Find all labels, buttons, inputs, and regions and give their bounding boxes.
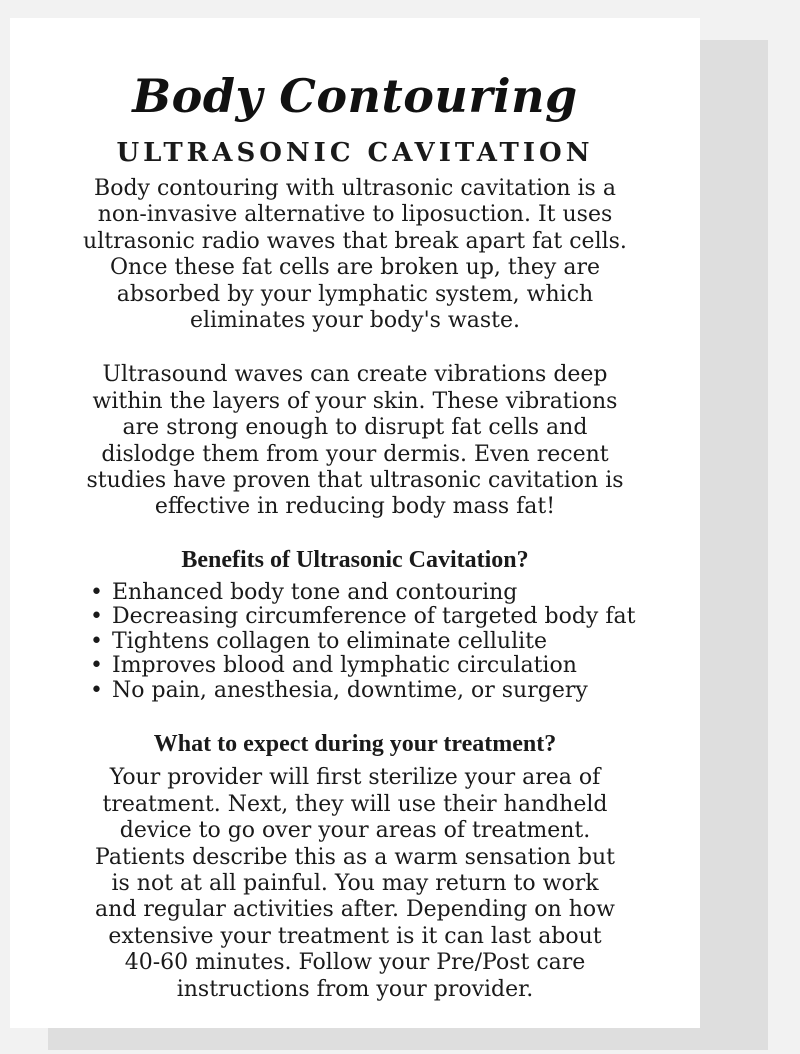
bullet-icon: • xyxy=(90,579,103,605)
list-item xyxy=(90,654,680,679)
subtitle: ULTRASONIC CAVITATION xyxy=(116,138,594,168)
benefit-text: Improves blood and lymphatic circulation xyxy=(112,653,577,679)
bullet-icon: • xyxy=(90,677,103,703)
intro-paragraph: Body contouring with ultrasonic cavitation is a non-invasive alternative to liposuction. It uses ultrasonic radio waves that break apart fat cells. Once these fat cells are broken up, they are absorbed by your lymphatic system, which eliminates your body's waste. xyxy=(83,176,627,334)
bullet-icon: • xyxy=(90,604,103,630)
benefit-text: Enhanced body tone and contouring xyxy=(112,579,518,605)
list-item xyxy=(90,630,680,655)
script-title: Body Contouring xyxy=(132,69,578,123)
benefits-heading: Benefits of Ultrasonic Cavitation? xyxy=(181,546,529,573)
benefit-text: Decreasing circumference of targeted body fat xyxy=(112,604,636,630)
second-paragraph: Ultrasound waves can create vibrations deep within the layers of your skin. These vibrations are strong enough to disrupt fat cells and dislodge them from your dermis. Even recent studies have proven that ultrasonic cavitation is effective in reducing body mass fat! xyxy=(86,362,624,520)
info-card xyxy=(10,18,700,1028)
list-item xyxy=(90,679,680,704)
bullet-icon: • xyxy=(90,653,103,679)
bullet-icon: • xyxy=(90,628,103,654)
expect-heading: What to expect during your treatment? xyxy=(153,731,557,758)
benefit-text: Tightens collagen to eliminate cellulite xyxy=(112,628,548,654)
benefits-list xyxy=(90,581,680,704)
list-item xyxy=(90,605,680,630)
list-item xyxy=(90,581,680,606)
benefit-text: No pain, anesthesia, downtime, or surgery xyxy=(112,677,588,703)
expect-paragraph: Your provider will first sterilize your area of treatment. Next, they will use their handheld device to go over your areas of treatment. Patients describe this as a warm sensation but is not at all painful. You may return to work and regular activities after. Depending on how extensive your treatment is it can last about 40-60 minutes. Follow your Pre/Post care instructions from your provider. xyxy=(95,765,615,1002)
